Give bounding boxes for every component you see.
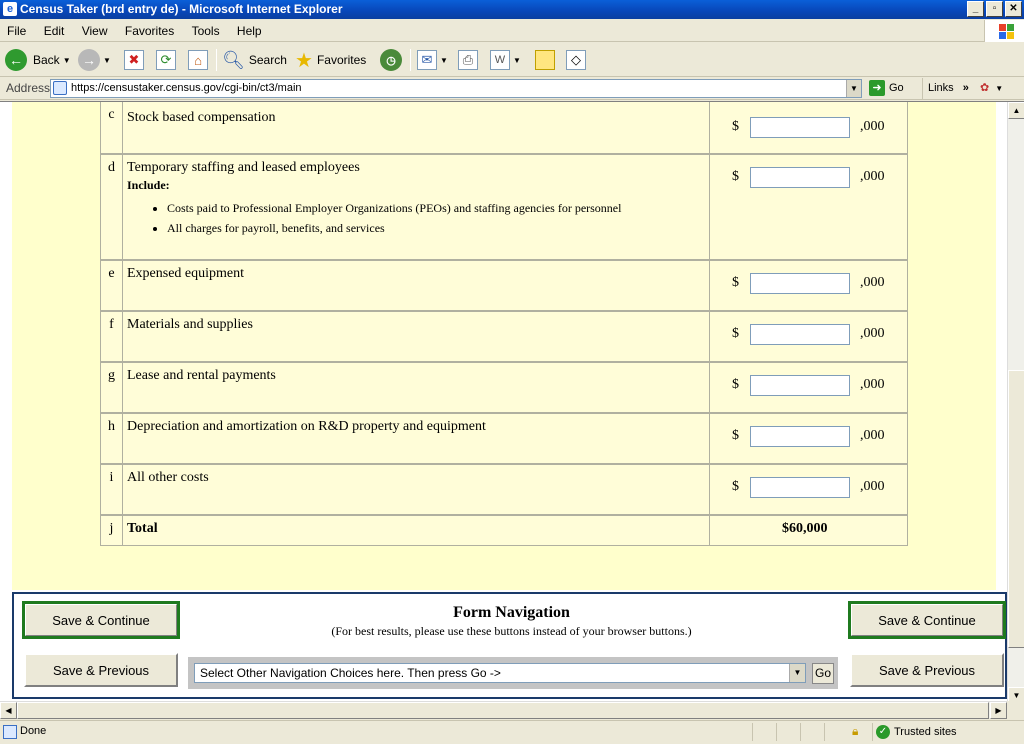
vertical-scrollbar[interactable] (1007, 102, 1024, 705)
chevron-down-icon[interactable]: ▼ (62, 55, 71, 65)
history-button[interactable] (380, 47, 402, 73)
row-label: Stock based compensation (127, 110, 276, 125)
row-label: Lease and rental payments (127, 368, 276, 383)
page-content (0, 102, 1007, 705)
minimize-button[interactable]: _ (967, 1, 984, 17)
edit-button[interactable] (490, 47, 521, 73)
table-row (100, 413, 908, 464)
chevron-down-icon[interactable]: ▼ (995, 84, 1004, 93)
table-row (100, 515, 908, 546)
row-letter: d (101, 155, 123, 259)
menu-help[interactable]: Help (236, 24, 262, 38)
search-button[interactable]: 🔍︎ Search (222, 49, 287, 70)
save-continue-button-left[interactable]: Save & Continue (24, 603, 178, 637)
address-input[interactable]: https://censustaker.census.gov/cgi-bin/ct3/main ▼ (50, 79, 862, 98)
menu-favorites[interactable]: Favorites (124, 24, 175, 38)
row-letter: e (101, 261, 123, 310)
menu-tools[interactable]: Tools (191, 24, 220, 38)
amount-cell: $ ,000 (709, 102, 907, 153)
note-icon (535, 50, 555, 70)
back-button[interactable]: ← Back ▼ (5, 47, 71, 73)
maximize-button[interactable]: ▫ (986, 1, 1003, 17)
mail-icon: ✉ (417, 50, 437, 70)
materials-supplies-input[interactable] (750, 324, 850, 345)
amount-cell: $ ,000 (709, 363, 907, 412)
row-label: Materials and supplies (127, 317, 253, 332)
forward-button[interactable] (78, 47, 111, 73)
stock-compensation-input[interactable] (750, 117, 850, 138)
print-button[interactable] (458, 47, 478, 73)
chevron-right-icon[interactable]: » (962, 82, 969, 94)
row-letter: i (101, 465, 123, 514)
amount-cell: $ ,000 (709, 465, 907, 514)
nav-go-button[interactable]: Go (812, 663, 834, 684)
chevron-down-icon[interactable]: ▼ (513, 55, 521, 65)
amount-cell (709, 516, 907, 545)
chevron-down-icon[interactable]: ▼ (846, 80, 861, 97)
nav-subtitle: (For best results, please use these buttons instead of your browser buttons.) (331, 624, 692, 638)
total-label: Total (127, 521, 158, 536)
amount-cell: $ ,000 (709, 312, 907, 361)
navigation-select[interactable]: Select Other Navigation Choices here. Then press Go -> ▼ (194, 663, 806, 683)
nav-title: Form Navigation (453, 604, 570, 621)
other-costs-input[interactable] (750, 477, 850, 498)
form-navigation-panel (12, 592, 1007, 699)
forward-arrow-icon: → (78, 49, 100, 71)
horizontal-scrollbar[interactable] (0, 701, 1007, 718)
scroll-left-icon[interactable]: ◀ (0, 702, 17, 719)
horizontal-scroll-thumb[interactable] (17, 702, 989, 719)
list-item: • Costs paid to Professional Employer Organizations (PEOs) and staffing agencies for personnel (167, 201, 707, 216)
save-previous-button-right[interactable]: Save & Previous (850, 653, 1004, 687)
menu-edit[interactable]: Edit (43, 24, 65, 38)
row-letter: j (101, 516, 123, 545)
stop-button[interactable] (124, 47, 144, 73)
chevron-down-icon[interactable]: ▼ (440, 55, 448, 65)
go-arrow-icon: ➜ (869, 80, 885, 96)
stop-icon: ✖ (124, 50, 144, 70)
table-row (100, 311, 908, 362)
row-label: All other costs (127, 470, 209, 485)
vertical-scroll-thumb[interactable] (1008, 370, 1024, 648)
diamond-window-icon: ◇ (566, 50, 586, 70)
scroll-right-icon[interactable]: ▶ (990, 702, 1007, 719)
word-icon: W (490, 50, 510, 70)
row-label: Depreciation and amortization on R&D property and equipment (127, 419, 486, 434)
table-row (100, 464, 908, 515)
home-button[interactable] (188, 47, 208, 73)
table-row (100, 102, 908, 154)
temporary-staffing-input[interactable] (750, 167, 850, 188)
row-letter: g (101, 363, 123, 412)
menu-file[interactable]: File (7, 24, 27, 38)
depreciation-input[interactable] (750, 426, 850, 447)
back-arrow-icon: ← (5, 49, 27, 71)
windows-logo-icon (984, 20, 1024, 42)
amount-cell: $ ,000 (709, 261, 907, 310)
status-bar (0, 720, 1024, 744)
row-label: Temporary staffing and leased employees (127, 160, 360, 175)
amount-cell: $ ,000 (709, 155, 907, 259)
refresh-button[interactable] (156, 47, 176, 73)
mail-button[interactable] (417, 47, 448, 73)
menu-view[interactable]: View (81, 24, 108, 38)
chevron-down-icon[interactable]: ▼ (103, 55, 111, 65)
address-go-button[interactable]: ➜ Go (869, 80, 904, 96)
close-button[interactable]: ✕ (1005, 1, 1022, 17)
browser-viewport (0, 101, 1024, 704)
lock-icon: 🔒︎ (852, 724, 859, 738)
row-letter: h (101, 414, 123, 463)
messenger-button[interactable] (566, 47, 586, 73)
home-icon: ⌂ (188, 50, 208, 70)
page-icon (53, 81, 67, 95)
scroll-down-icon[interactable]: ▼ (1008, 687, 1024, 704)
chevron-down-icon[interactable]: ▼ (789, 664, 805, 682)
scrollbar-corner (1007, 701, 1024, 718)
title-bar (0, 0, 1024, 19)
check-icon: ✓ (876, 725, 890, 739)
scroll-up-icon[interactable]: ▲ (1008, 102, 1024, 119)
search-icon: 🔍︎ (222, 49, 245, 70)
nav-select-container (188, 657, 838, 689)
table-row (100, 260, 908, 311)
menu-bar (0, 20, 1024, 42)
save-previous-button-left[interactable]: Save & Previous (24, 653, 178, 687)
expensed-equipment-input[interactable] (750, 273, 850, 294)
refresh-icon: ⟳ (156, 50, 176, 70)
toolbar (0, 43, 1024, 77)
row-letter: c (101, 102, 123, 153)
ie-icon: e (3, 2, 17, 16)
save-continue-button-right[interactable]: Save & Continue (850, 603, 1004, 637)
window-title: Census Taker (brd entry de) - Microsoft Internet Explorer (20, 2, 343, 16)
address-bar (0, 78, 1024, 100)
favorites-button[interactable]: ★ Favorites (295, 49, 367, 72)
print-icon: ⎙ (458, 50, 478, 70)
star-icon: ★ (295, 49, 313, 72)
history-icon: ◷ (380, 49, 402, 71)
list-item: • All charges for payroll, benefits, and services (167, 221, 707, 236)
status-text: Done (20, 725, 47, 737)
row-letter: f (101, 312, 123, 361)
discuss-button[interactable] (535, 47, 555, 73)
toolbar-extension-icon[interactable]: ✿ (979, 82, 990, 94)
table-row (100, 154, 908, 260)
amount-cell: $ ,000 (709, 414, 907, 463)
security-zone: ✓ Trusted sites (876, 725, 957, 739)
links-bar[interactable]: Links » ✿ ▼ (922, 78, 1003, 100)
include-label: Include: (127, 178, 170, 192)
address-label: Address (6, 81, 51, 95)
table-row (100, 362, 908, 413)
page-icon (3, 725, 17, 739)
total-value: $60,000 (782, 521, 828, 536)
row-label: Expensed equipment (127, 266, 245, 281)
lease-rental-input[interactable] (750, 375, 850, 396)
